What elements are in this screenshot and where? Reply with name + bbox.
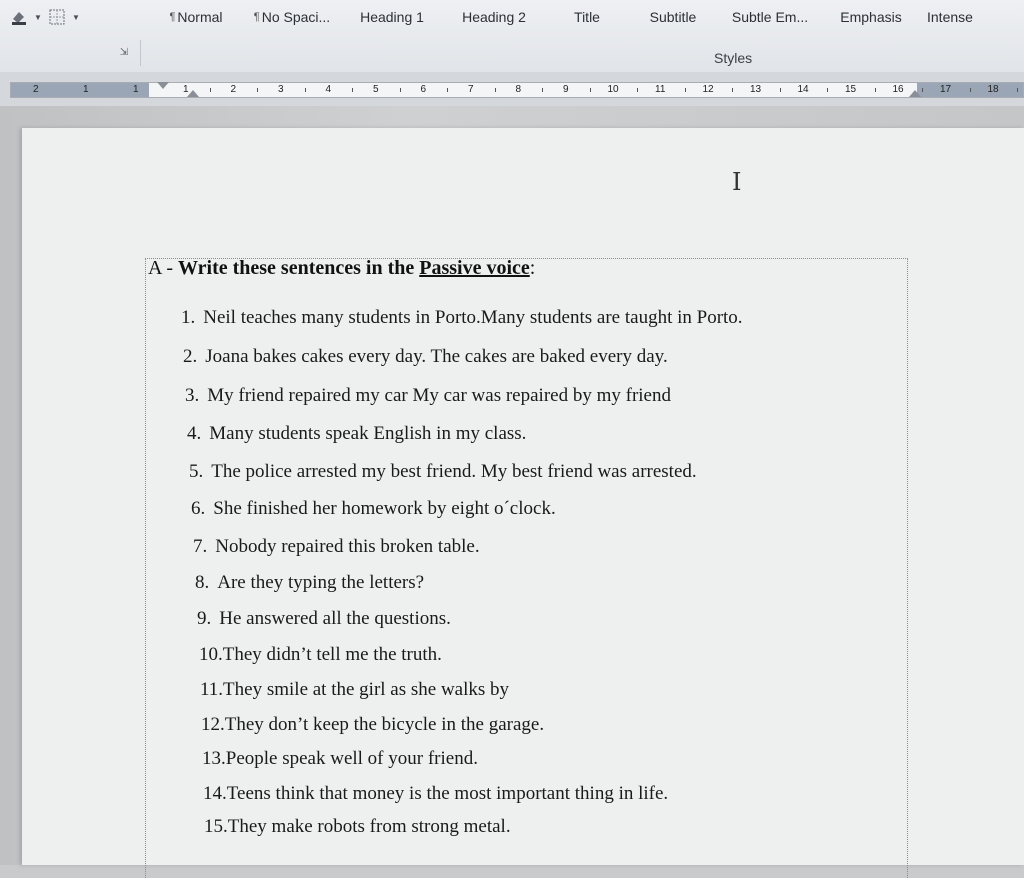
ruler-number: 15	[845, 84, 857, 95]
ribbon	[0, 0, 1024, 73]
list-item: 8. Are they typing the letters?	[195, 572, 425, 593]
list-item: 5. The police arrested my best friend. My best friend was arrested.	[189, 461, 697, 482]
ruler-tick	[352, 88, 353, 92]
borders-icon[interactable]	[46, 7, 68, 27]
ruler-number: 1	[83, 84, 89, 95]
first-line-indent-marker[interactable]	[157, 82, 169, 89]
list-item: 14.Teens think that money is the most important thing in life.	[203, 783, 669, 804]
ruler-number: 1	[133, 84, 139, 95]
style-heading-2[interactable]: Heading 2	[462, 9, 526, 25]
shading-icon[interactable]	[8, 7, 30, 27]
ruler-tick	[1017, 88, 1018, 92]
ruler-number: 3	[278, 84, 284, 95]
group-separator	[140, 40, 141, 66]
horizontal-ruler[interactable]	[10, 82, 1024, 98]
ruler-number: 4	[325, 84, 332, 95]
list-item: 4. Many students speak English in my class.	[187, 423, 527, 444]
left-margin-zone	[11, 83, 149, 97]
ruler-tick	[590, 88, 591, 92]
ruler-tick	[970, 88, 971, 92]
ruler-tick	[732, 88, 733, 92]
ruler-tick	[305, 88, 306, 92]
paragraph-tools	[8, 2, 80, 32]
ruler-tick	[637, 88, 638, 92]
borders-dropdown-icon[interactable]: ▼	[72, 12, 80, 22]
ruler-number: 10	[607, 84, 619, 95]
ruler-number: 18	[987, 84, 999, 95]
shading-dropdown-icon[interactable]: ▼	[34, 12, 42, 22]
ruler-number: 11	[655, 84, 666, 95]
styles-group-label: Styles	[714, 50, 753, 66]
pilcrow-icon: ¶	[169, 11, 176, 23]
style-subtitle[interactable]: Subtitle	[649, 9, 697, 25]
ruler-tick	[922, 88, 923, 92]
ruler-tick	[447, 88, 448, 92]
ruler-number: 2	[230, 84, 237, 95]
list-item: 12.They don’t keep the bicycle in the garage.	[201, 714, 545, 735]
ruler-tick	[257, 88, 258, 92]
list-item: 15.They make robots from strong metal.	[204, 816, 511, 837]
style-intense[interactable]: Intense	[927, 9, 973, 25]
ruler-number: 6	[420, 84, 427, 95]
ruler-number: 8	[515, 84, 522, 95]
list-item: 11.They smile at the girl as she walks by	[200, 679, 510, 700]
ruler-number: 16	[892, 84, 904, 95]
text-cursor-icon: I	[732, 168, 742, 196]
ruler-number: 5	[373, 84, 379, 95]
ruler-tick	[400, 88, 401, 92]
right-indent-marker[interactable]	[909, 90, 921, 97]
list-item: 2. Joana bakes cakes every day. The cakes are baked every day.	[183, 346, 668, 367]
list-item: 1. Neil teaches many students in Porto.Many students are taught in Porto.	[181, 307, 743, 328]
ruler-number: 17	[940, 84, 952, 95]
ruler-tick	[827, 88, 828, 92]
ruler-tick	[685, 88, 686, 92]
ruler-tick	[210, 88, 211, 92]
ruler-number: 9	[563, 84, 569, 95]
list-item: 3. My friend repaired my car My car was repaired by my friend	[185, 385, 671, 406]
ruler-number: 12	[702, 84, 714, 95]
pilcrow-icon: ¶	[253, 11, 260, 23]
list-item: 7. Nobody repaired this broken table.	[193, 536, 480, 557]
style-title[interactable]: Title	[574, 9, 600, 25]
ruler-number: 7	[468, 84, 474, 95]
exercise-heading: A - Write these sentences in the Passive voice:	[148, 257, 536, 279]
ruler-number: 14	[797, 84, 809, 95]
ruler-tick	[495, 88, 496, 92]
style-subtle-emphasis[interactable]: Subtle Em...	[731, 9, 809, 25]
styles-gallery	[150, 0, 1024, 34]
ruler-tick	[780, 88, 781, 92]
style-no-spacing[interactable]: ¶ No Spaci...	[253, 9, 331, 25]
list-item: 10.They didn’t tell me the truth.	[199, 644, 442, 665]
ruler-number: 13	[750, 84, 762, 95]
style-normal[interactable]: ¶ Normal	[169, 9, 223, 25]
ruler-tick	[542, 88, 543, 92]
ruler-number: 2	[33, 84, 39, 95]
ruler-number: 1	[183, 84, 189, 95]
ruler-tick	[875, 88, 876, 92]
list-item: 13.People speak well of your friend.	[202, 748, 478, 769]
style-emphasis[interactable]: Emphasis	[840, 9, 902, 25]
list-item: 9. He answered all the questions.	[197, 608, 451, 629]
paragraph-dialog-launcher-icon[interactable]: ⇲	[119, 47, 129, 58]
style-heading-1[interactable]: Heading 1	[360, 9, 424, 25]
list-item: 6. She finished her homework by eight o´clock.	[191, 498, 556, 519]
